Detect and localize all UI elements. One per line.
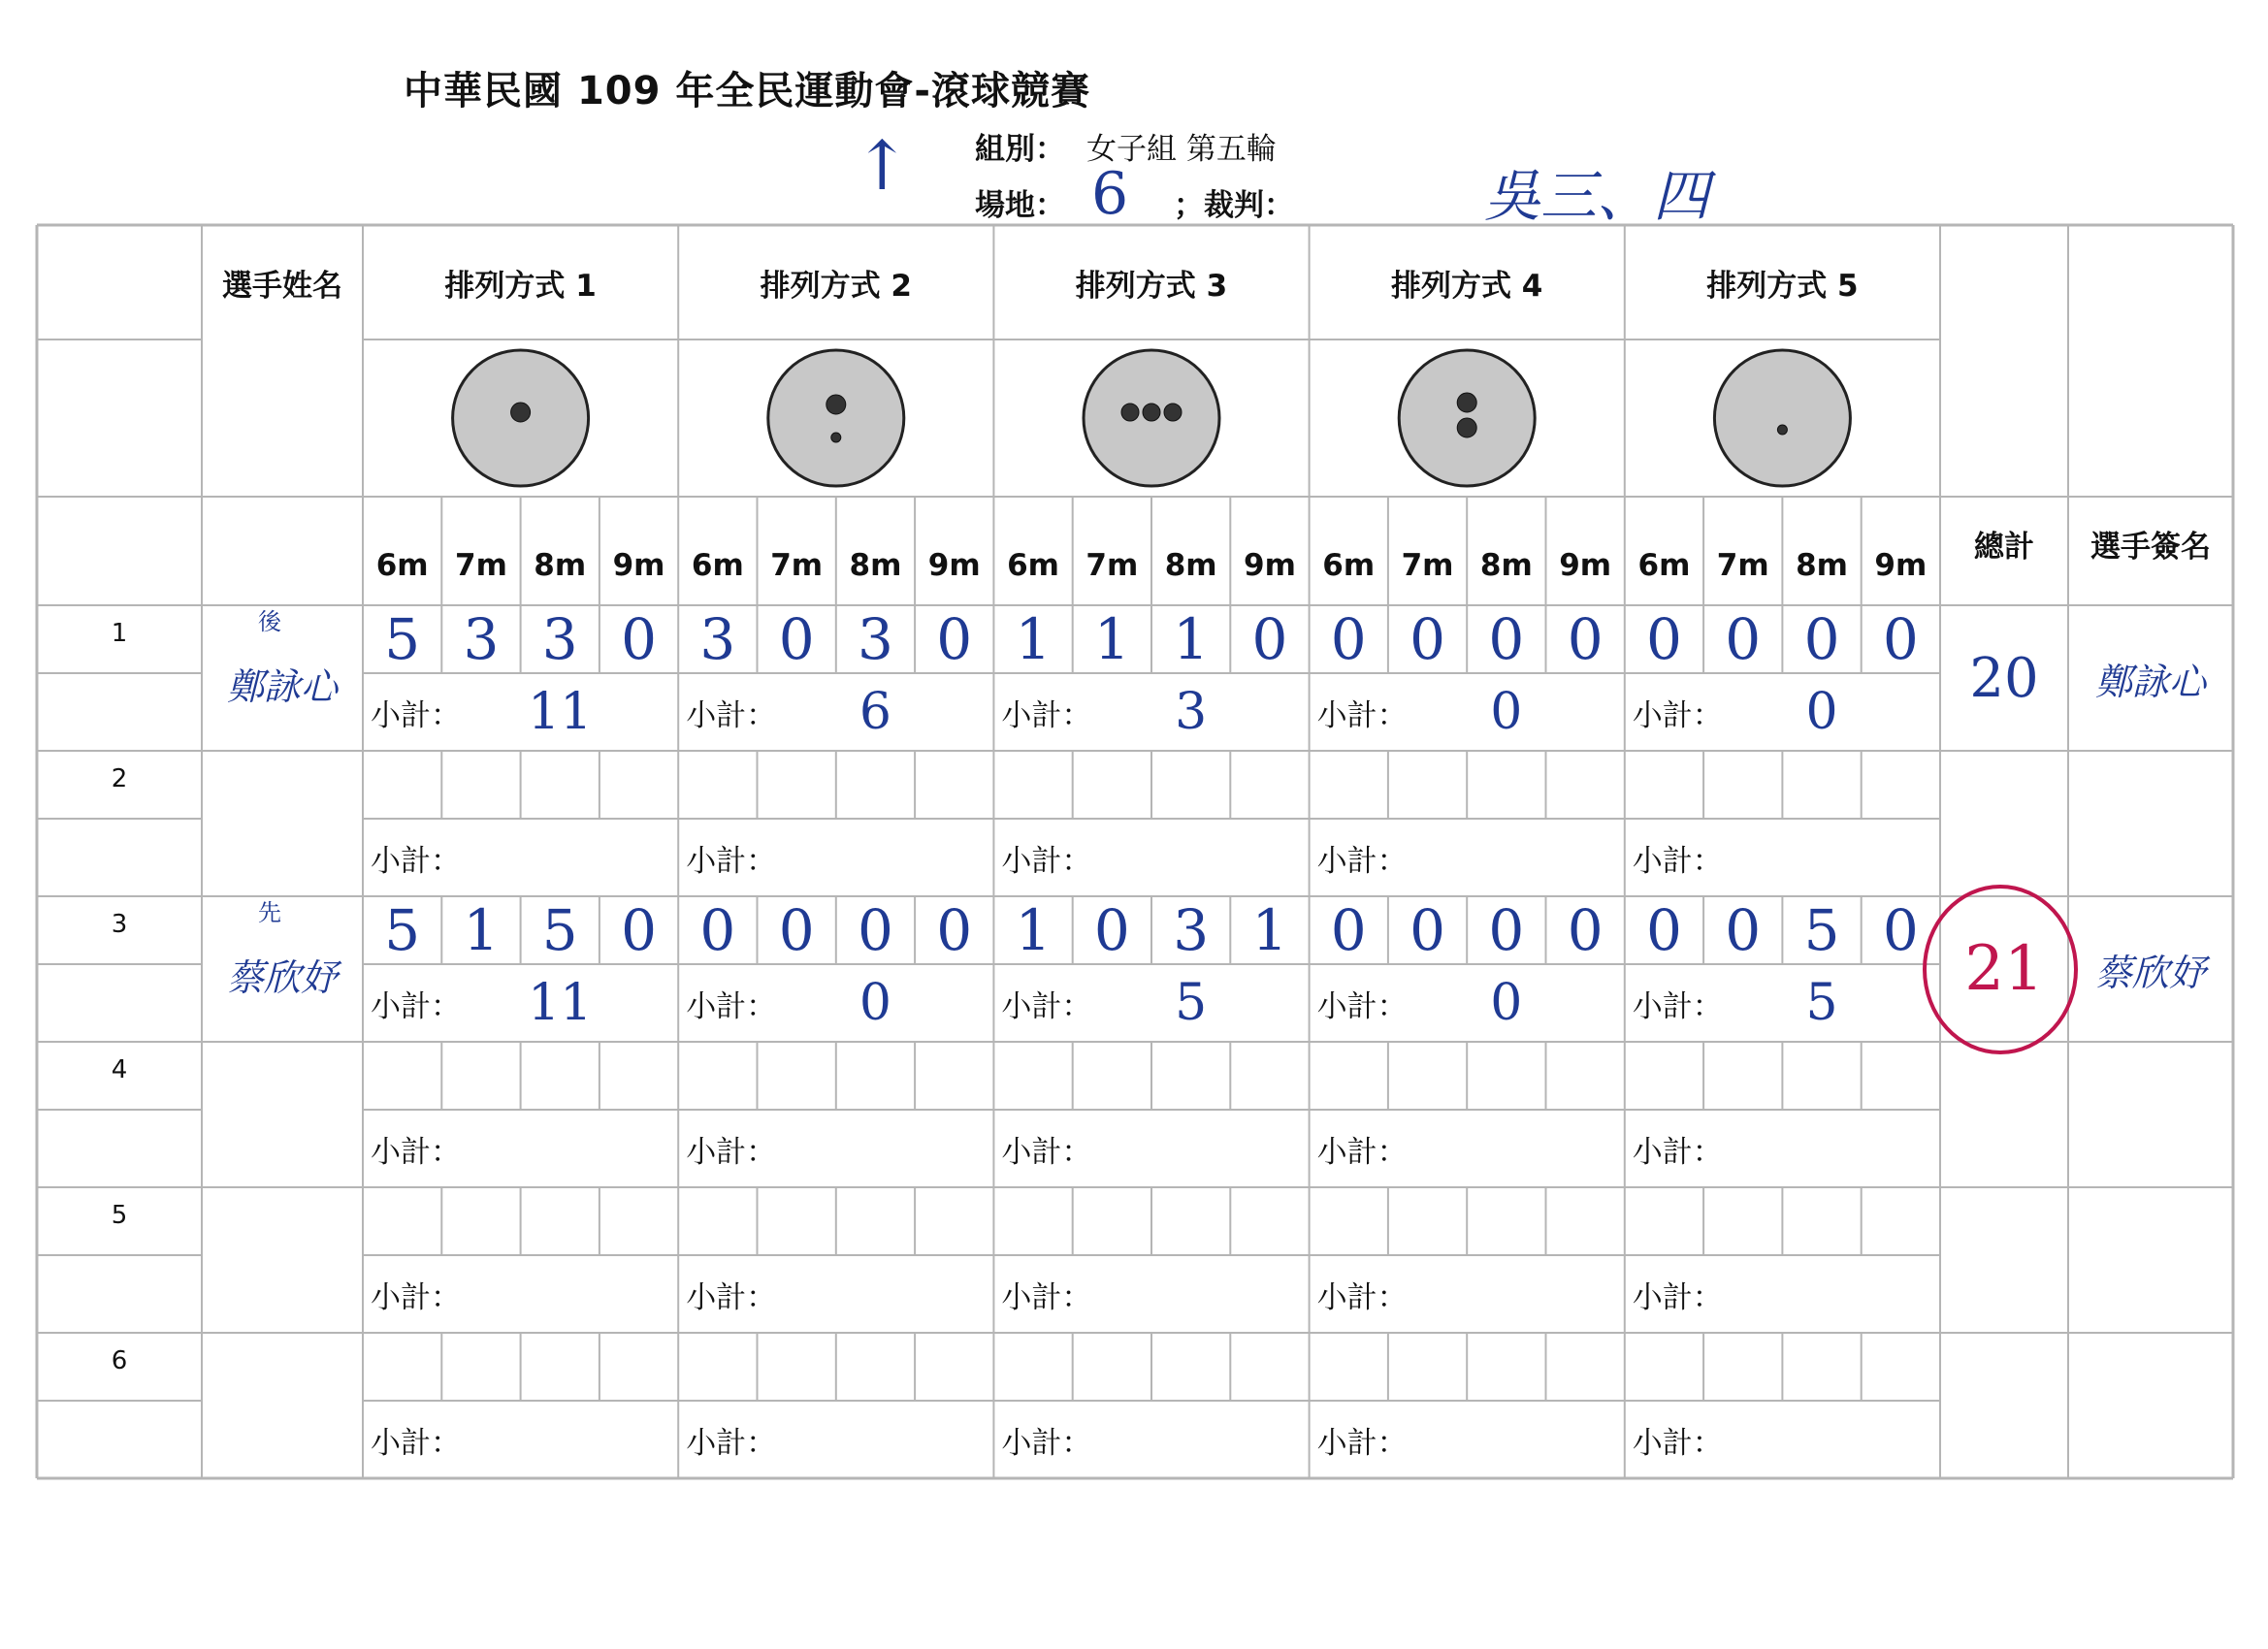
subtotal-value: 0 bbox=[1490, 974, 1523, 1032]
distance-header: 8m bbox=[534, 548, 587, 583]
subtotal-label: 小計： bbox=[1001, 843, 1092, 879]
order-note: 先 bbox=[258, 898, 281, 926]
subtotal-value: 5 bbox=[1175, 974, 1208, 1032]
distance-header: 8m bbox=[1479, 548, 1533, 583]
score-value: 0 bbox=[857, 897, 893, 963]
score-value: 1 bbox=[1251, 897, 1288, 963]
distance-header: 8m bbox=[849, 548, 902, 583]
target-ball bbox=[1143, 404, 1160, 421]
score-value: 3 bbox=[463, 606, 500, 672]
order-note: 後 bbox=[258, 607, 281, 635]
score-value: 0 bbox=[621, 606, 657, 672]
distance-header: 6m bbox=[1637, 548, 1691, 583]
score-value: 0 bbox=[1409, 606, 1445, 672]
score-value: 0 bbox=[1882, 897, 1919, 963]
target-ball bbox=[831, 433, 841, 442]
target-diagram bbox=[768, 350, 904, 486]
score-value: 1 bbox=[1015, 606, 1052, 672]
score-value: 5 bbox=[384, 606, 421, 672]
subtotal-label: 小計： bbox=[1632, 1134, 1723, 1170]
subtotal-label: 小計： bbox=[1001, 1425, 1092, 1461]
score-value: 3 bbox=[1173, 897, 1210, 963]
row-number: 2 bbox=[111, 764, 128, 793]
score-value: 1 bbox=[1093, 606, 1130, 672]
score-value: 0 bbox=[1251, 606, 1288, 672]
target-ball bbox=[1457, 418, 1476, 437]
distance-header: 7m bbox=[455, 548, 507, 583]
distance-header: 8m bbox=[1796, 548, 1848, 583]
player-name-header: 選手姓名 bbox=[222, 268, 342, 304]
signature-header: 選手簽名 bbox=[2090, 530, 2211, 565]
target-ball bbox=[1457, 393, 1476, 412]
subtotal-label: 小計： bbox=[1001, 1134, 1092, 1170]
group-value: 女子組 第五輪 bbox=[1086, 132, 1277, 167]
distance-header: 8m bbox=[1164, 548, 1217, 583]
distance-header: 9m bbox=[1874, 548, 1928, 583]
row-number: 6 bbox=[111, 1346, 128, 1375]
subtotal-value: 0 bbox=[859, 974, 891, 1032]
score-value: 0 bbox=[1882, 606, 1919, 672]
score-value: 1 bbox=[1173, 606, 1210, 672]
target-diagram bbox=[453, 350, 589, 486]
score-value: 0 bbox=[621, 897, 657, 963]
score-value: 0 bbox=[1093, 897, 1130, 963]
subtotal-value: 0 bbox=[1805, 683, 1838, 741]
score-value: 0 bbox=[1725, 897, 1762, 963]
subtotal-label: 小計： bbox=[686, 1425, 777, 1461]
subtotal-label: 小計： bbox=[1316, 1134, 1408, 1170]
score-value: 0 bbox=[1803, 606, 1840, 672]
subtotal-value: 0 bbox=[1490, 683, 1523, 741]
subtotal-label: 小計： bbox=[371, 1279, 461, 1315]
score-value: 0 bbox=[1645, 606, 1682, 672]
player-signature: 鄭詠心 bbox=[2094, 660, 2206, 703]
subtotal-label: 小計： bbox=[1316, 1279, 1408, 1315]
judge-value: 吳三、四 bbox=[1484, 163, 1710, 229]
target-diagram bbox=[1399, 350, 1535, 486]
subtotal-value: 6 bbox=[859, 683, 891, 741]
subtotal-label: 小計： bbox=[371, 988, 461, 1024]
group-label: 組別： bbox=[975, 132, 1065, 167]
score-value: 5 bbox=[384, 897, 421, 963]
distance-header: 6m bbox=[1322, 548, 1376, 583]
sheet-title: 中華民國 109 年全民運動會-滾球競賽 bbox=[404, 69, 1090, 113]
arrow-annotation: ↑ bbox=[854, 126, 911, 206]
subtotal-label: 小計： bbox=[1001, 697, 1092, 733]
score-value: 1 bbox=[463, 897, 500, 963]
distance-header: 6m bbox=[1007, 548, 1059, 583]
court-label: 場地： bbox=[975, 188, 1065, 223]
subtotal-label: 小計： bbox=[1316, 697, 1408, 733]
score-value: 3 bbox=[857, 606, 893, 672]
score-value: 0 bbox=[699, 897, 736, 963]
subtotal-label: 小計： bbox=[371, 1425, 461, 1461]
subtotal-label: 小計： bbox=[1632, 697, 1723, 733]
pattern-header: 排列方式 5 bbox=[1706, 268, 1859, 304]
target-ball bbox=[826, 395, 846, 414]
target-ball bbox=[1121, 404, 1139, 421]
score-value: 3 bbox=[541, 606, 578, 672]
subtotal-value: 5 bbox=[1805, 974, 1838, 1032]
subtotal-label: 小計： bbox=[686, 988, 777, 1024]
distance-header: 9m bbox=[1244, 548, 1296, 583]
subtotal-label: 小計： bbox=[686, 1134, 777, 1170]
distance-header: 6m bbox=[375, 548, 429, 583]
row-number: 5 bbox=[111, 1201, 128, 1230]
player-name: 蔡欣妤 bbox=[226, 955, 338, 999]
distance-header: 6m bbox=[691, 548, 744, 583]
score-value: 0 bbox=[1409, 897, 1445, 963]
target-circle bbox=[768, 350, 904, 486]
subtotal-label: 小計： bbox=[371, 697, 461, 733]
subtotal-value: 11 bbox=[528, 974, 593, 1032]
row-number: 4 bbox=[111, 1055, 128, 1084]
distance-header: 7m bbox=[770, 548, 824, 583]
score-value: 0 bbox=[1330, 606, 1367, 672]
score-value: 0 bbox=[936, 897, 973, 963]
score-value: 0 bbox=[1330, 897, 1367, 963]
subtotal-label: 小計： bbox=[1001, 988, 1092, 1024]
score-value: 0 bbox=[936, 606, 973, 672]
distance-header: 9m bbox=[1559, 548, 1612, 583]
pattern-header: 排列方式 3 bbox=[1075, 268, 1228, 304]
target-ball bbox=[1777, 425, 1787, 435]
subtotal-label: 小計： bbox=[686, 1279, 777, 1315]
subtotal-value: 3 bbox=[1175, 683, 1208, 741]
score-value: 0 bbox=[778, 606, 815, 672]
subtotal-label: 小計： bbox=[1632, 1279, 1723, 1315]
pattern-header: 排列方式 2 bbox=[760, 268, 912, 304]
target-diagram bbox=[1714, 350, 1850, 486]
total-header: 總計 bbox=[1974, 530, 2034, 565]
score-value: 5 bbox=[1803, 897, 1840, 963]
score-value: 0 bbox=[1567, 897, 1604, 963]
subtotal-label: 小計： bbox=[686, 843, 777, 879]
court-value: 6 bbox=[1091, 160, 1129, 228]
target-ball bbox=[511, 403, 531, 422]
distance-header: 7m bbox=[1085, 548, 1139, 583]
total-value: 20 bbox=[1969, 646, 2039, 710]
subtotal-label: 小計： bbox=[371, 843, 461, 879]
score-value: 0 bbox=[1488, 897, 1525, 963]
distance-header: 9m bbox=[927, 548, 981, 583]
subtotal-label: 小計： bbox=[1632, 1425, 1723, 1461]
player-name: 鄭詠心 bbox=[226, 664, 338, 708]
pattern-header: 排列方式 4 bbox=[1391, 268, 1543, 304]
score-value: 1 bbox=[1015, 897, 1052, 963]
row-number: 3 bbox=[111, 910, 128, 939]
subtotal-label: 小計： bbox=[1316, 1425, 1408, 1461]
total-value: 21 bbox=[1964, 933, 2044, 1005]
distance-header: 7m bbox=[1716, 548, 1769, 583]
distance-header: 7m bbox=[1401, 548, 1454, 583]
subtotal-label: 小計： bbox=[1316, 988, 1408, 1024]
score-value: 5 bbox=[541, 897, 578, 963]
subtotal-label: 小計： bbox=[1316, 843, 1408, 879]
pattern-header: 排列方式 1 bbox=[444, 268, 597, 304]
score-value: 3 bbox=[699, 606, 736, 672]
subtotal-label: 小計： bbox=[371, 1134, 461, 1170]
score-value: 0 bbox=[1488, 606, 1525, 672]
target-diagram bbox=[1084, 350, 1219, 486]
subtotal-label: 小計： bbox=[1632, 988, 1723, 1024]
score-value: 0 bbox=[778, 897, 815, 963]
subtotal-label: 小計： bbox=[1001, 1279, 1092, 1315]
subtotal-label: 小計： bbox=[686, 697, 777, 733]
row-number: 1 bbox=[111, 619, 128, 648]
target-circle bbox=[1714, 350, 1850, 486]
score-value: 0 bbox=[1645, 897, 1682, 963]
player-signature: 蔡欣妤 bbox=[2094, 951, 2206, 994]
distance-header: 9m bbox=[612, 548, 665, 583]
subtotal-value: 11 bbox=[528, 683, 593, 741]
judge-label: ；裁判： bbox=[1174, 188, 1294, 223]
score-value: 0 bbox=[1567, 606, 1604, 672]
score-value: 0 bbox=[1725, 606, 1762, 672]
subtotal-label: 小計： bbox=[1632, 843, 1723, 879]
target-ball bbox=[1164, 404, 1182, 421]
